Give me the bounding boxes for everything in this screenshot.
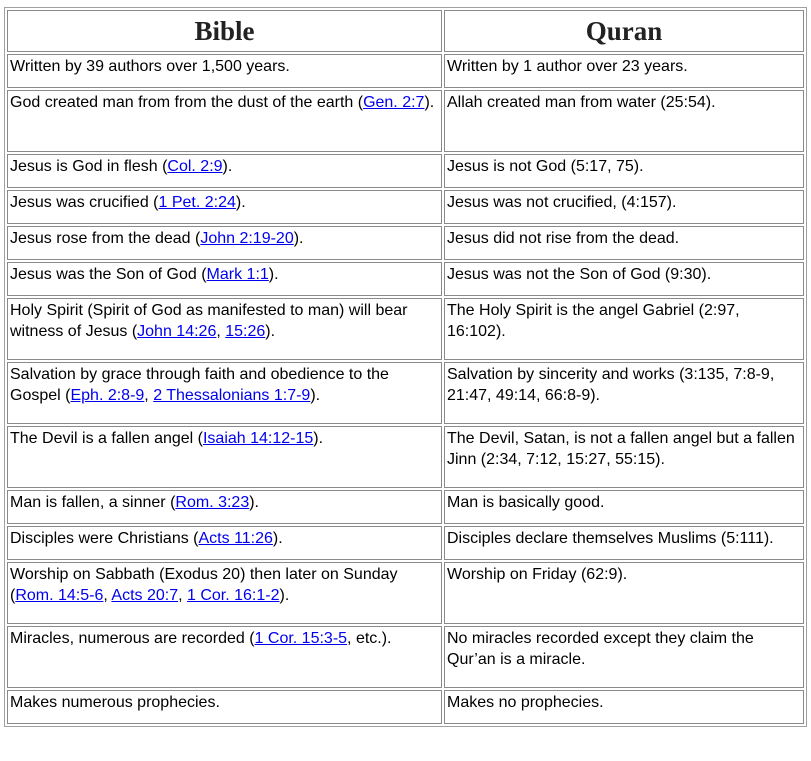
bible-text: Holy Spirit (Spirit of God as manifested to man) will bear witness of Jesus ( xyxy=(10,302,408,340)
bible-cell xyxy=(7,154,442,188)
table-row xyxy=(7,562,804,624)
table-row xyxy=(7,226,804,260)
scripture-reference-link[interactable]: Acts 11:26 xyxy=(198,530,273,547)
bible-text: Salvation by grace through faith and obedience to the Gospel ( xyxy=(10,366,389,404)
quran-cell: Written by 1 author over 23 years. xyxy=(444,54,804,88)
bible-cell xyxy=(7,526,442,560)
scripture-reference-link[interactable]: Mark 1:1 xyxy=(206,266,269,283)
bible-text: God created man from from the dust of the earth ( xyxy=(10,94,364,111)
quran-column-header: Quran xyxy=(444,10,804,52)
table-body xyxy=(7,54,804,724)
bible-text: ). xyxy=(249,494,259,511)
scripture-reference-link[interactable]: 1 Pet. 2:24 xyxy=(158,194,236,211)
bible-text: ). xyxy=(279,587,290,604)
table-row xyxy=(7,154,804,188)
quran-cell: Worship on Friday (62:9). xyxy=(444,562,804,624)
scripture-reference-link[interactable]: 15:26 xyxy=(225,323,266,340)
quran-cell: Makes no prophecies. xyxy=(444,690,804,724)
bible-text: ). xyxy=(265,323,276,340)
bible-cell xyxy=(7,690,442,724)
bible-text: , xyxy=(103,587,112,604)
bible-text: ). xyxy=(310,387,321,404)
quran-cell: Allah created man from water (25:54). xyxy=(444,90,804,152)
bible-text: Worship on Sabbath (Exodus 20) then later on Sunday ( xyxy=(10,566,398,604)
scripture-reference-link[interactable]: 1 Cor. 16:1-2 xyxy=(186,587,280,604)
scripture-reference-link[interactable]: Isaiah 14:12-15 xyxy=(202,430,314,447)
bible-text: Jesus rose from the dead ( xyxy=(10,230,201,247)
scripture-reference-link[interactable]: Col. 2:9 xyxy=(167,158,223,175)
table-row xyxy=(7,262,804,296)
quran-cell: Jesus is not God (5:17, 75). xyxy=(444,154,804,188)
comparison-table xyxy=(4,7,807,727)
bible-text: , xyxy=(216,323,226,340)
bible-text: , xyxy=(178,587,187,604)
scripture-reference-link[interactable]: Rom. 3:23 xyxy=(175,494,250,511)
quran-cell: The Holy Spirit is the angel Gabriel (2:97, 16:102). xyxy=(444,298,804,360)
bible-text: ). xyxy=(222,158,233,175)
quran-cell: No miracles recorded except they claim the Qur’an is a miracle. xyxy=(444,626,804,688)
bible-cell xyxy=(7,426,442,488)
quran-cell: Disciples declare themselves Muslims (5:111). xyxy=(444,526,804,560)
bible-cell xyxy=(7,562,442,624)
bible-text: Man is fallen, a sinner ( xyxy=(10,494,176,511)
table-row xyxy=(7,190,804,224)
bible-text: , etc.). xyxy=(347,630,392,647)
bible-text: , xyxy=(144,387,154,404)
scripture-reference-link[interactable]: John 14:26 xyxy=(137,323,217,340)
table-row xyxy=(7,90,804,152)
bible-text: Disciples were Christians ( xyxy=(10,530,199,547)
quran-cell: Jesus was not crucified, (4:157). xyxy=(444,190,804,224)
bible-cell xyxy=(7,362,442,424)
quran-cell: The Devil, Satan, is not a fallen angel but a fallen Jinn (2:34, 7:12, 15:27, 55:15). xyxy=(444,426,804,488)
quran-cell: Man is basically good. xyxy=(444,490,804,524)
table-row xyxy=(7,426,804,488)
bible-text: ). xyxy=(424,94,435,111)
scripture-reference-link[interactable]: Gen. 2:7 xyxy=(363,94,425,111)
scripture-reference-link[interactable]: Acts 20:7 xyxy=(111,587,179,604)
bible-cell xyxy=(7,54,442,88)
scripture-reference-link[interactable]: 1 Cor. 15:3-5 xyxy=(254,630,348,647)
bible-text: ). xyxy=(235,194,246,211)
bible-text: ). xyxy=(293,230,304,247)
bible-text: Jesus was the Son of God ( xyxy=(10,266,207,283)
bible-cell xyxy=(7,190,442,224)
bible-text: ). xyxy=(272,530,283,547)
scripture-reference-link[interactable]: 2 Thessalonians 1:7-9 xyxy=(153,387,311,404)
bible-cell xyxy=(7,90,442,152)
bible-text: Jesus is God in flesh ( xyxy=(10,158,168,175)
bible-cell xyxy=(7,298,442,360)
scripture-reference-link[interactable]: Eph. 2:8-9 xyxy=(70,387,145,404)
bible-column-header: Bible xyxy=(7,10,442,52)
scripture-reference-link[interactable]: John 2:19-20 xyxy=(200,230,294,247)
table-row xyxy=(7,362,804,424)
bible-cell xyxy=(7,226,442,260)
bible-text: Jesus was crucified ( xyxy=(10,194,159,211)
table-row xyxy=(7,526,804,560)
bible-cell xyxy=(7,490,442,524)
table-row xyxy=(7,626,804,688)
bible-text: Makes numerous prophecies. xyxy=(10,694,220,711)
table-row xyxy=(7,298,804,360)
bible-text: Miracles, numerous are recorded ( xyxy=(10,630,255,647)
table-row xyxy=(7,490,804,524)
table-row xyxy=(7,690,804,724)
bible-text: ). xyxy=(268,266,279,283)
bible-text: Written by 39 authors over 1,500 years. xyxy=(10,58,290,75)
bible-cell xyxy=(7,262,442,296)
bible-cell xyxy=(7,626,442,688)
scripture-reference-link[interactable]: Rom. 14:5-6 xyxy=(15,587,104,604)
quran-cell: Jesus did not rise from the dead. xyxy=(444,226,804,260)
bible-text: ). xyxy=(313,430,324,447)
header-row xyxy=(7,10,804,52)
quran-cell: Salvation by sincerity and works (3:135, 7:8-9, 21:47, 49:14, 66:8-9). xyxy=(444,362,804,424)
bible-text: The Devil is a fallen angel ( xyxy=(10,430,203,447)
quran-cell: Jesus was not the Son of God (9:30). xyxy=(444,262,804,296)
table-row xyxy=(7,54,804,88)
